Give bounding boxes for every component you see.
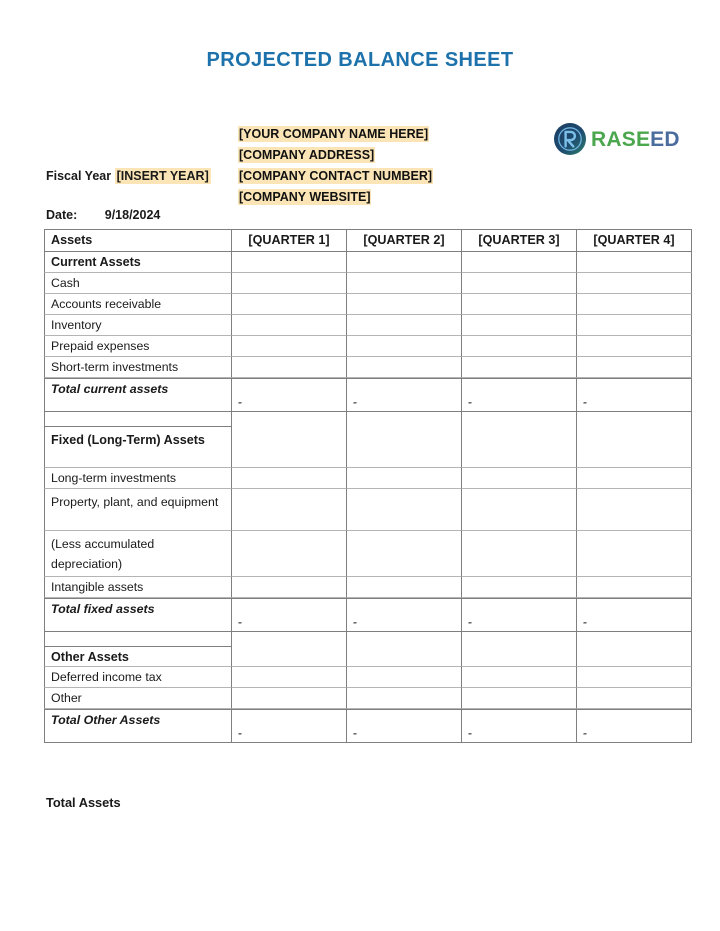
cell-less-accumulated-depreciation-q2[interactable] bbox=[347, 531, 462, 577]
cell-current-assets-q4[interactable] bbox=[577, 252, 692, 273]
cell-current-assets-q1[interactable] bbox=[232, 252, 347, 273]
spacer-cell-q3 bbox=[462, 632, 577, 646]
table-spacer-row bbox=[44, 632, 692, 646]
fiscal-year-label: Fiscal Year bbox=[46, 169, 112, 183]
cell-deferred-income-tax-q1[interactable] bbox=[232, 667, 347, 688]
table-row bbox=[44, 709, 692, 743]
spacer-cell-q3 bbox=[462, 412, 577, 426]
page-title: PROJECTED BALANCE SHEET bbox=[206, 49, 514, 71]
cell-total-fixed-assets-q4[interactable] bbox=[577, 598, 692, 632]
cell-prepaid-expenses-q4[interactable] bbox=[577, 336, 692, 357]
spacer-cell-q2 bbox=[347, 632, 462, 646]
table-row bbox=[44, 426, 692, 468]
cell-total-fixed-assets-q2[interactable] bbox=[347, 598, 462, 632]
row-label-short-term-investments: Short-term investments bbox=[44, 357, 232, 378]
row-label-intangible-assets: Intangible assets bbox=[44, 577, 232, 598]
cell-intangible-assets-q1[interactable] bbox=[232, 577, 347, 598]
cell-total-current-assets-q3[interactable] bbox=[462, 378, 577, 412]
raseed-logo-mark-icon bbox=[553, 122, 587, 156]
column-header-assets: Assets bbox=[44, 229, 232, 252]
cell-less-accumulated-depreciation-q1[interactable] bbox=[232, 531, 347, 577]
cell-property-plant-equipment-q1[interactable] bbox=[232, 489, 347, 531]
cell-total-other-assets-q4[interactable] bbox=[577, 709, 692, 743]
table-row bbox=[44, 336, 692, 357]
cell-total-fixed-assets-q3[interactable] bbox=[462, 598, 577, 632]
row-label-property-plant-equipment: Property, plant, and equipment bbox=[44, 489, 232, 531]
value-total-fixed-assets-q2: - bbox=[353, 615, 357, 629]
cell-short-term-investments-q2[interactable] bbox=[347, 357, 462, 378]
cell-inventory-q4[interactable] bbox=[577, 315, 692, 336]
row-label-other: Other bbox=[44, 688, 232, 709]
fiscal-year-row bbox=[46, 169, 211, 183]
cell-property-plant-equipment-q4[interactable] bbox=[577, 489, 692, 531]
cell-accounts-receivable-q1[interactable] bbox=[232, 294, 347, 315]
table-row bbox=[44, 688, 692, 709]
row-label-fixed-long-term-assets: Fixed (Long-Term) Assets bbox=[44, 426, 232, 468]
value-total-other-assets-q2: - bbox=[353, 726, 357, 740]
table-row bbox=[44, 577, 692, 598]
cell-deferred-income-tax-q3[interactable] bbox=[462, 667, 577, 688]
fiscal-year-value: [INSERT YEAR] bbox=[116, 169, 209, 183]
table-row bbox=[44, 598, 692, 632]
value-total-fixed-assets-q1: - bbox=[238, 615, 242, 629]
table-row bbox=[44, 252, 692, 273]
cell-cash-q4[interactable] bbox=[577, 273, 692, 294]
cell-cash-q2[interactable] bbox=[347, 273, 462, 294]
cell-cash-q1[interactable] bbox=[232, 273, 347, 294]
cell-inventory-q3[interactable] bbox=[462, 315, 577, 336]
cell-long-term-investments-q1[interactable] bbox=[232, 468, 347, 489]
spacer-label-cell bbox=[44, 412, 232, 426]
row-label-total-current-assets: Total current assets bbox=[44, 378, 232, 412]
cell-less-accumulated-depreciation-q4[interactable] bbox=[577, 531, 692, 577]
cell-property-plant-equipment-q2[interactable] bbox=[347, 489, 462, 531]
cell-total-current-assets-q2[interactable] bbox=[347, 378, 462, 412]
row-label-long-term-investments: Long-term investments bbox=[44, 468, 232, 489]
cell-fixed-assets-q2[interactable] bbox=[347, 426, 462, 468]
spacer-label-cell bbox=[44, 632, 232, 646]
spacer-cell-q4 bbox=[577, 412, 692, 426]
table-row bbox=[44, 357, 692, 378]
cell-short-term-investments-q4[interactable] bbox=[577, 357, 692, 378]
cell-deferred-income-tax-q2[interactable] bbox=[347, 667, 462, 688]
table-row bbox=[44, 468, 692, 489]
column-header-quarter-2: [QUARTER 2] bbox=[347, 229, 462, 252]
row-label-other-assets: Other Assets bbox=[44, 646, 232, 667]
cell-current-assets-q3[interactable] bbox=[462, 252, 577, 273]
row-label-total-other-assets: Total Other Assets bbox=[44, 709, 232, 743]
cell-other-assets-q2[interactable] bbox=[347, 646, 462, 667]
company-website: [COMPANY WEBSITE] bbox=[239, 190, 371, 204]
cell-prepaid-expenses-q1[interactable] bbox=[232, 336, 347, 357]
raseed-wordmark bbox=[591, 129, 680, 150]
table-row bbox=[44, 315, 692, 336]
total-assets-label: Total Assets bbox=[46, 795, 121, 810]
table-row bbox=[44, 531, 692, 577]
value-total-other-assets-q3: - bbox=[468, 726, 472, 740]
value-total-other-assets-q1: - bbox=[238, 726, 242, 740]
column-header-quarter-4: [QUARTER 4] bbox=[577, 229, 692, 252]
cell-inventory-q2[interactable] bbox=[347, 315, 462, 336]
raseed-logo bbox=[553, 119, 693, 159]
table-header-row bbox=[44, 229, 692, 252]
row-label-current-assets: Current Assets bbox=[44, 252, 232, 273]
cell-prepaid-expenses-q3[interactable] bbox=[462, 336, 577, 357]
table-spacer-row bbox=[44, 412, 692, 426]
row-label-prepaid-expenses: Prepaid expenses bbox=[44, 336, 232, 357]
cell-short-term-investments-q3[interactable] bbox=[462, 357, 577, 378]
row-label-total-fixed-assets: Total fixed assets bbox=[44, 598, 232, 632]
spacer-cell-q1 bbox=[232, 412, 347, 426]
cell-cash-q3[interactable] bbox=[462, 273, 577, 294]
cell-intangible-assets-q2[interactable] bbox=[347, 577, 462, 598]
cell-other-assets-q4[interactable] bbox=[577, 646, 692, 667]
value-total-other-assets-q4: - bbox=[583, 726, 587, 740]
cell-total-other-assets-q2[interactable] bbox=[347, 709, 462, 743]
cell-total-other-assets-q3[interactable] bbox=[462, 709, 577, 743]
table-row bbox=[44, 273, 692, 294]
row-label-cash: Cash bbox=[44, 273, 232, 294]
row-label-less-accumulated-depreciation: (Less accumulated depreciation) bbox=[44, 531, 232, 577]
date-label: Date: bbox=[46, 208, 78, 222]
cell-fixed-assets-q1[interactable] bbox=[232, 426, 347, 468]
spacer-cell-q4 bbox=[577, 632, 692, 646]
cell-accounts-receivable-q2[interactable] bbox=[347, 294, 462, 315]
logo-text-rase: RASE bbox=[591, 127, 651, 151]
cell-total-current-assets-q1[interactable] bbox=[232, 378, 347, 412]
logo-text-ed: ED bbox=[650, 127, 680, 151]
value-total-current-assets-q2: - bbox=[353, 395, 357, 409]
cell-intangible-assets-q4[interactable] bbox=[577, 577, 692, 598]
cell-other-assets-q3[interactable] bbox=[462, 646, 577, 667]
row-label-deferred-income-tax: Deferred income tax bbox=[44, 667, 232, 688]
cell-less-accumulated-depreciation-q3[interactable] bbox=[462, 531, 577, 577]
cell-total-fixed-assets-q1[interactable] bbox=[232, 598, 347, 632]
company-info-block bbox=[238, 124, 433, 208]
cell-property-plant-equipment-q3[interactable] bbox=[462, 489, 577, 531]
row-label-accounts-receivable: Accounts receivable bbox=[44, 294, 232, 315]
value-total-fixed-assets-q4: - bbox=[583, 615, 587, 629]
table-row bbox=[44, 489, 692, 531]
company-name: [YOUR COMPANY NAME HERE] bbox=[239, 127, 429, 141]
table-row bbox=[44, 646, 692, 667]
cell-other-q4[interactable] bbox=[577, 688, 692, 709]
table-row bbox=[44, 378, 692, 412]
cell-total-current-assets-q4[interactable] bbox=[577, 378, 692, 412]
cell-other-q3[interactable] bbox=[462, 688, 577, 709]
cell-accounts-receivable-q3[interactable] bbox=[462, 294, 577, 315]
cell-accounts-receivable-q4[interactable] bbox=[577, 294, 692, 315]
cell-other-q1[interactable] bbox=[232, 688, 347, 709]
cell-short-term-investments-q1[interactable] bbox=[232, 357, 347, 378]
cell-inventory-q1[interactable] bbox=[232, 315, 347, 336]
cell-long-term-investments-q2[interactable] bbox=[347, 468, 462, 489]
value-total-current-assets-q4: - bbox=[583, 395, 587, 409]
row-label-inventory: Inventory bbox=[44, 315, 232, 336]
value-total-current-assets-q1: - bbox=[238, 395, 242, 409]
cell-intangible-assets-q3[interactable] bbox=[462, 577, 577, 598]
company-contact-number: [COMPANY CONTACT NUMBER] bbox=[239, 169, 433, 183]
cell-long-term-investments-q4[interactable] bbox=[577, 468, 692, 489]
table-row bbox=[44, 294, 692, 315]
cell-fixed-assets-q3[interactable] bbox=[462, 426, 577, 468]
cell-other-q2[interactable] bbox=[347, 688, 462, 709]
cell-prepaid-expenses-q2[interactable] bbox=[347, 336, 462, 357]
cell-current-assets-q2[interactable] bbox=[347, 252, 462, 273]
column-header-quarter-3: [QUARTER 3] bbox=[462, 229, 577, 252]
cell-fixed-assets-q4[interactable] bbox=[577, 426, 692, 468]
company-address: [COMPANY ADDRESS] bbox=[239, 148, 375, 162]
cell-total-other-assets-q1[interactable] bbox=[232, 709, 347, 743]
spacer-cell-q1 bbox=[232, 632, 347, 646]
value-total-fixed-assets-q3: - bbox=[468, 615, 472, 629]
date-row bbox=[46, 208, 160, 222]
table-row bbox=[44, 667, 692, 688]
column-header-quarter-1: [QUARTER 1] bbox=[232, 229, 347, 252]
cell-long-term-investments-q3[interactable] bbox=[462, 468, 577, 489]
date-value: 9/18/2024 bbox=[104, 208, 161, 222]
balance-sheet-table bbox=[44, 229, 692, 743]
cell-deferred-income-tax-q4[interactable] bbox=[577, 667, 692, 688]
value-total-current-assets-q3: - bbox=[468, 395, 472, 409]
spacer-cell-q2 bbox=[347, 412, 462, 426]
cell-other-assets-q1[interactable] bbox=[232, 646, 347, 667]
